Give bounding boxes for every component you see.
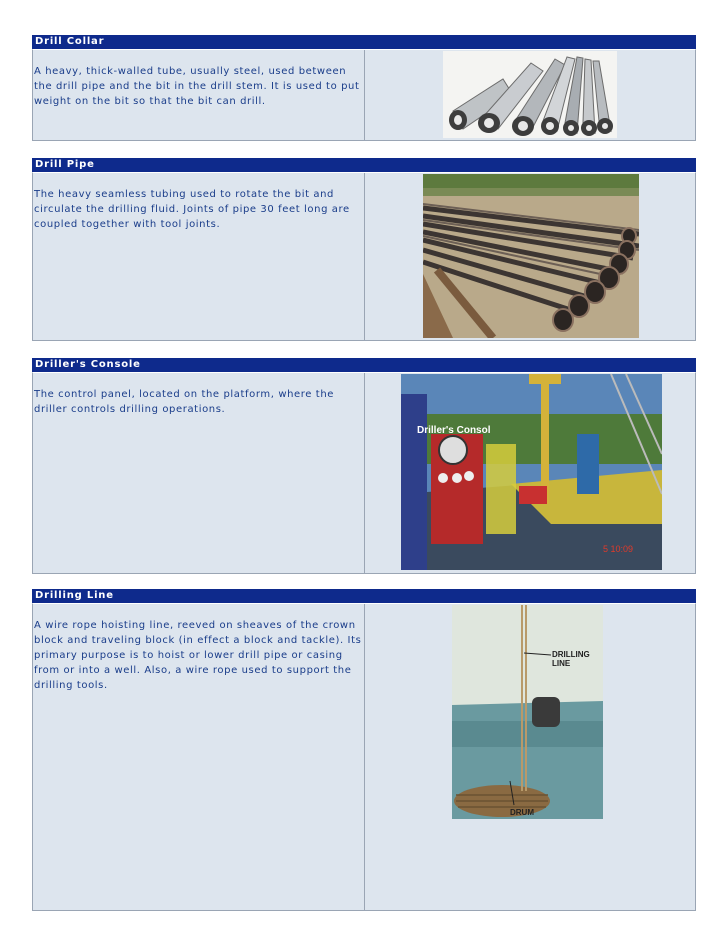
drillers-console-photo [401,374,662,570]
photo-label-drilling: DRILLING [552,650,590,659]
entry-description: A wire rope hoisting line, reeved on sheaves of the crown block and traveling block (in effect a block and tackle). Its primary purpose is to hoist or lower drill pipe or casing from or into a well. Also, a wire rope used to support the drilling tools. [33,604,365,910]
entry-description: The heavy seamless tubing used to rotate the bit and circulate the drilling fluid. Joints of pipe 30 feet long are coupled together with tool joints. [33,173,365,340]
entry-description: The control panel, located on the platform, where the driller controls drilling operations. [33,373,365,573]
entry-description: A heavy, thick-walled tube, usually steel, used between the drill pipe and the bit in the drill stem. It is used to put weight on the bit so that the bit can drill. [33,50,365,140]
drill-pipe-photo [423,174,639,338]
entry-title: Drilling Line [32,589,696,603]
entry-title: Driller's Console [32,358,696,372]
entry-body [32,172,696,341]
photo-label-drum: DRUM [510,808,534,817]
entry-body [32,49,696,141]
entry-body [32,372,696,574]
drilling-line-photo [452,605,603,819]
entry-drillers-console [32,358,696,574]
photo-timestamp: 5 10:09 [603,544,634,554]
photo-label-line: LINE [552,659,571,668]
drill-collar-photo [443,51,617,138]
photo-caption: Driller's Consol [417,425,491,436]
entry-title: Drill Collar [32,35,696,49]
entry-drilling-line [32,589,696,911]
entry-drill-collar [32,35,696,141]
entry-title: Drill Pipe [32,158,696,172]
entry-drill-pipe [32,158,696,341]
entry-body [32,603,696,911]
